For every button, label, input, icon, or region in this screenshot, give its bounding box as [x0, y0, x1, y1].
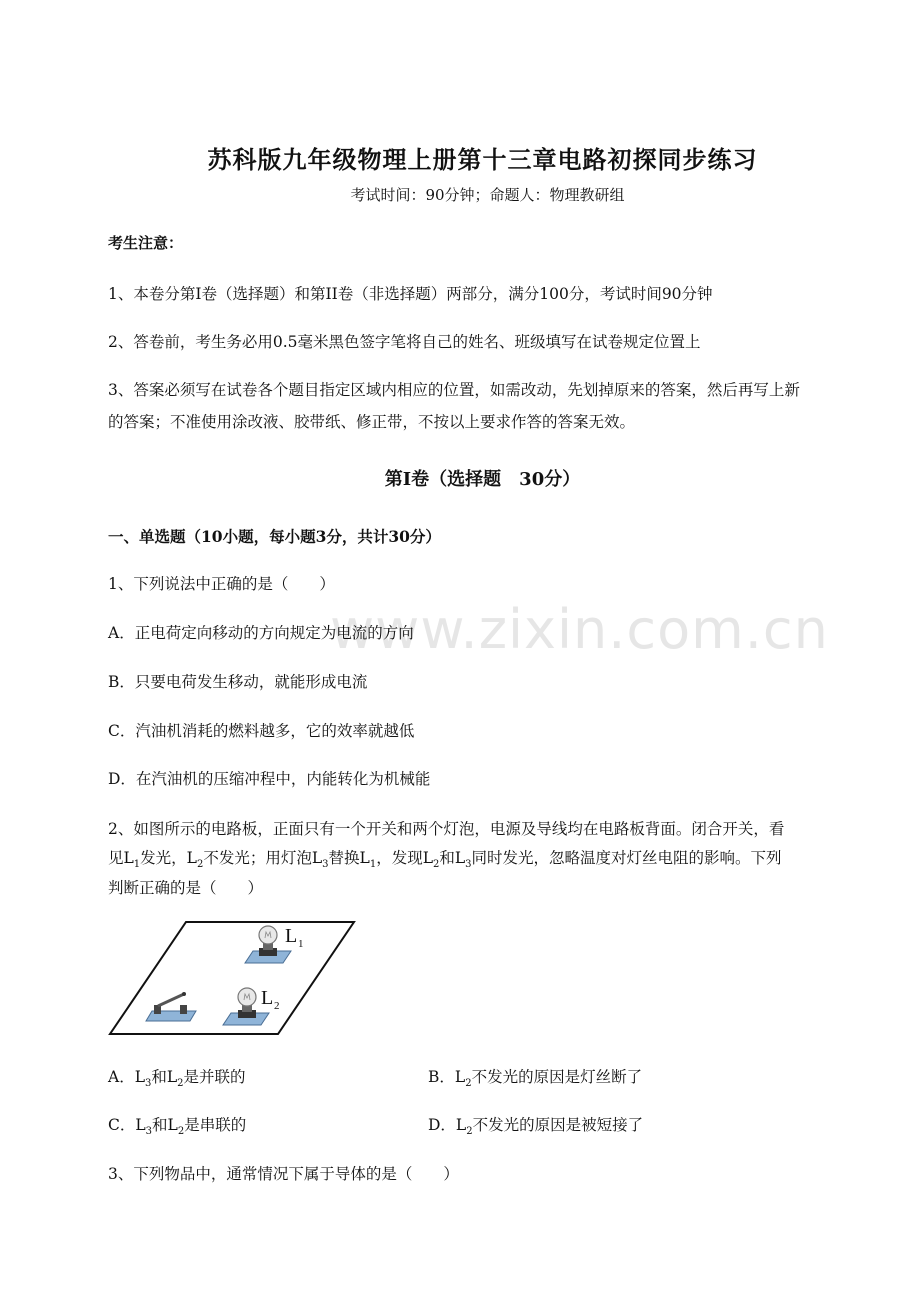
- part-title: 一、单选题（10小题，每小题3分，共计30分）: [108, 527, 441, 546]
- page-title: 苏科版九年级物理上册第十三章电路初探同步练习: [207, 145, 758, 174]
- section-title: 第I卷（选择题 30分）: [384, 469, 581, 490]
- circuit-board-figure: [108, 918, 358, 1040]
- notice-heading: 考生注意：: [108, 234, 184, 252]
- notice-item: 2、答卷前，考生务必用0.5毫米黑色签字笔将自己的姓名、班级填写在试卷规定位置上: [108, 333, 701, 351]
- question-2-stem-line1: 2、如图所示的电路板，正面只有一个开关和两个灯泡，电源及导线均在电路板背面。闭合开关，看: [108, 820, 785, 838]
- lamp-l2-subscript: 2: [274, 1000, 280, 1012]
- question-2-stem-line3: 判断正确的是（ ）: [108, 879, 264, 897]
- lamp-l2-label: L: [261, 987, 274, 1009]
- question-2-option-b: B．$L_2$不发光的原因是灯丝断了: [428, 1068, 643, 1090]
- question-2-option-c: C．$L_3$和$L_2$是串联的: [108, 1116, 247, 1138]
- question-1-option-b: B．只要电荷发生移动，就能形成电流: [108, 673, 368, 691]
- notice-item: 1、本卷分第I卷（选择题）和第II卷（非选择题）两部分，满分100分，考试时间90分钟: [108, 285, 713, 303]
- question-1-option-d: D．在汽油机的压缩冲程中，内能转化为机械能: [108, 770, 431, 788]
- watermark: www.zixin.com.cn: [330, 598, 829, 661]
- question-1-stem: 1、下列说法中正确的是（ ）: [108, 575, 335, 593]
- question-1-option-c: C．汽油机消耗的燃料越多，它的效率就越低: [108, 722, 415, 740]
- question-2-option-a: A．$L_3$和$L_2$是并联的: [108, 1068, 246, 1090]
- notice-item: 的答案；不准使用涂改液、胶带纸、修正带，不按以上要求作答的答案无效。: [108, 413, 636, 431]
- question-2-option-d: D．$L_2$不发光的原因是被短接了: [428, 1116, 644, 1138]
- question-2-stem-line2: 见$L_1$发光，$L_2$不发光；用灯泡$L_3$替换$L_1$，发现$L_2$和$L_3$同时发光，忽略温度对灯丝电阻的影响。下列: [108, 849, 782, 871]
- question-3-stem: 3、下列物品中，通常情况下属于导体的是（ ）: [108, 1165, 459, 1183]
- question-1-option-a: A．正电荷定向移动的方向规定为电流的方向: [108, 624, 414, 642]
- notice-item: 3、答案必须写在试卷各个题目指定区域内相应的位置，如需改动，先划掉原来的答案，然后再写上新: [108, 381, 800, 399]
- lamp-l1-subscript: 1: [298, 938, 304, 950]
- lamp-l1-label: L: [285, 925, 298, 947]
- exam-info: 考试时间：90分钟；命题人：物理教研组: [350, 186, 625, 204]
